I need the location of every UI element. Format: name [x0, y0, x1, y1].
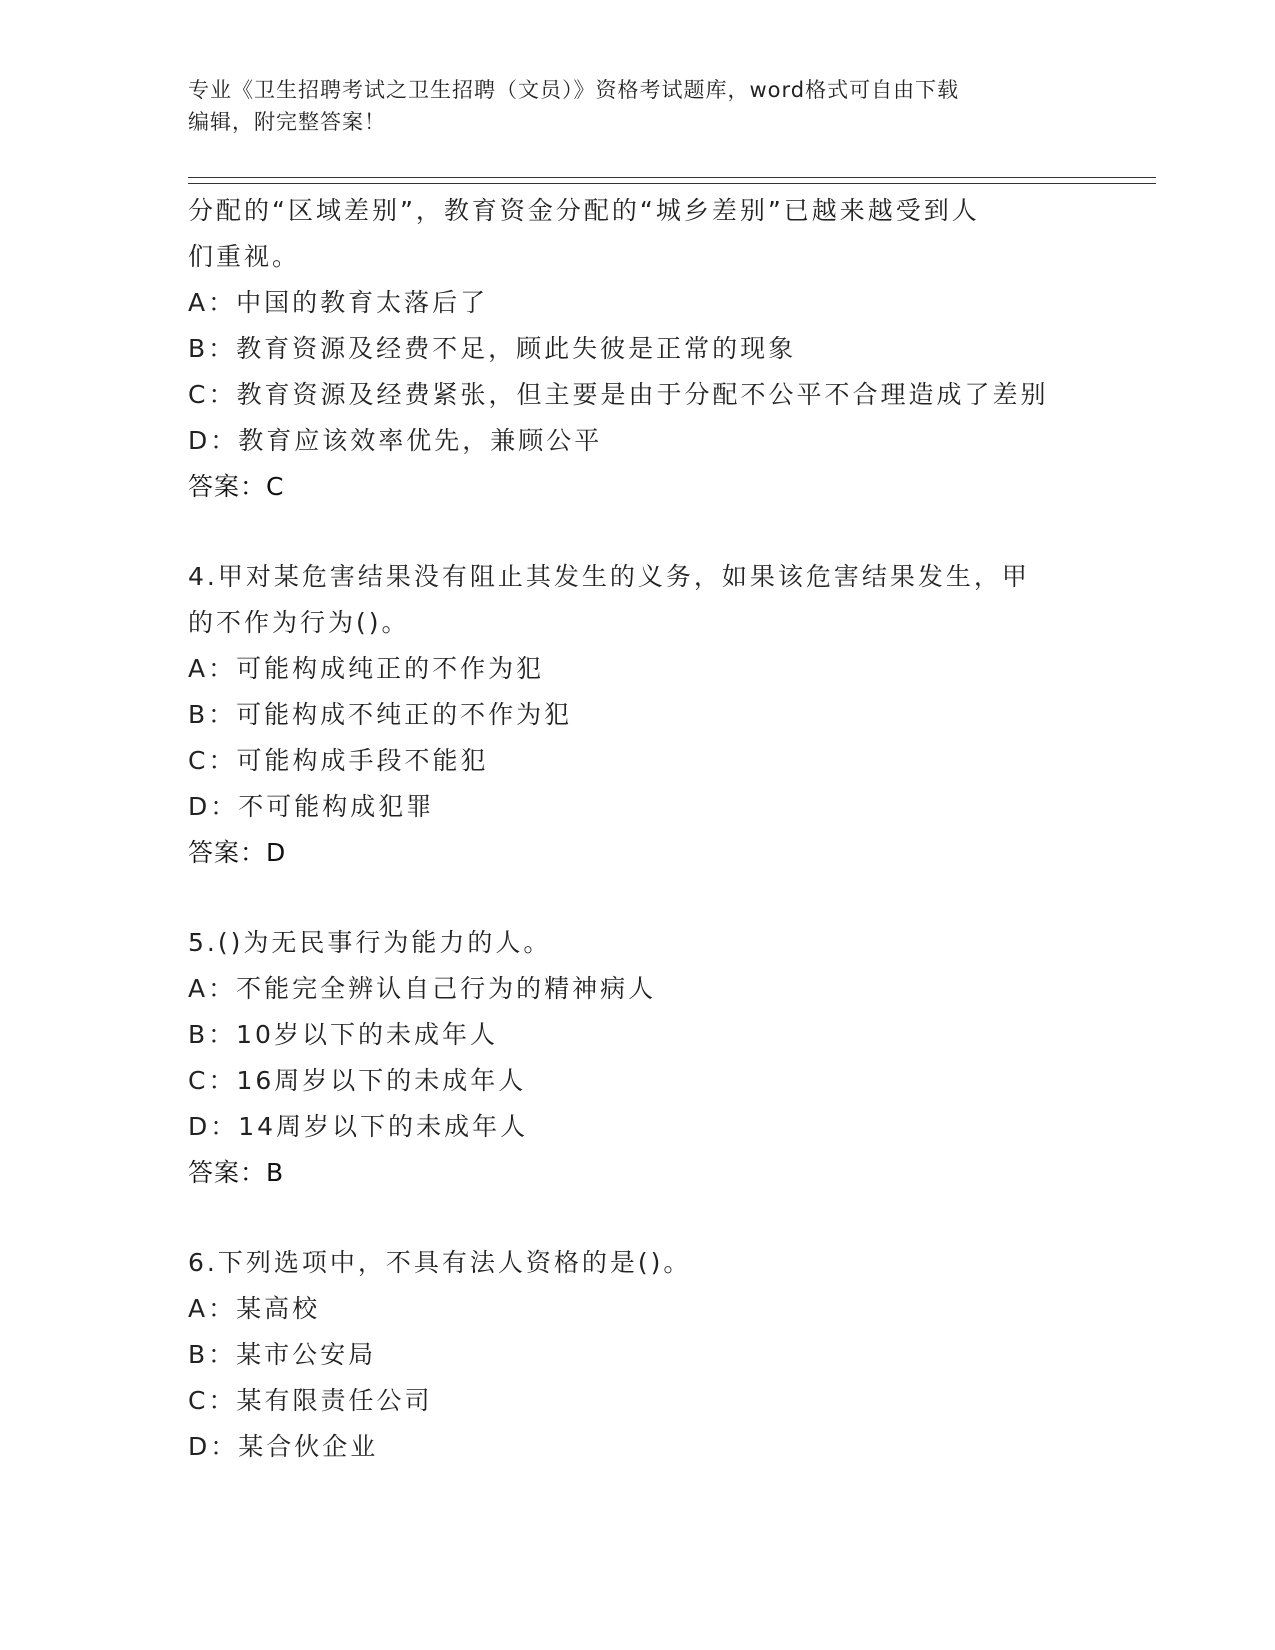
- option-c: C：教育资源及经费紧张，但主要是由于分配不公平不合理造成了差别: [188, 380, 1049, 409]
- question-5: [188, 920, 1088, 1196]
- answer: 答案：D: [188, 838, 287, 867]
- question-stem-line: 6.下列选项中，不具有法人资格的是()。: [188, 1248, 692, 1277]
- option-d: D：某合伙企业: [188, 1432, 379, 1461]
- option-b: B：某市公安局: [188, 1340, 377, 1369]
- question-3: [188, 188, 1088, 510]
- header-line-2: 编辑，附完整答案！: [188, 110, 386, 134]
- header-line-1: 专业《卫生招聘考试之卫生招聘（文员）》资格考试题库，word格式可自由下载: [188, 78, 960, 102]
- option-c: C：16周岁以下的未成年人: [188, 1066, 527, 1095]
- option-d: D：教育应该效率优先，兼顾公平: [188, 426, 603, 455]
- header-divider-top: [188, 177, 1156, 178]
- question-stem-line: 分配的“区域差别”，教育资金分配的“城乡差别”已越来越受到人: [188, 196, 980, 225]
- option-b: B：10岁以下的未成年人: [188, 1020, 498, 1049]
- question-stem-line: 们重视。: [188, 242, 301, 271]
- question-list: [188, 188, 1088, 1470]
- option-a: A：可能构成纯正的不作为犯: [188, 654, 545, 683]
- answer: 答案：B: [188, 1158, 285, 1187]
- question-stem-line: 5.()为无民事行为能力的人。: [188, 928, 552, 957]
- option-a: A：某高校: [188, 1294, 321, 1323]
- option-b: B：教育资源及经费不足，顾此失彼是正常的现象: [188, 334, 797, 363]
- option-a: A：中国的教育太落后了: [188, 288, 489, 317]
- question-4: [188, 554, 1088, 876]
- option-b: B：可能构成不纯正的不作为犯: [188, 700, 573, 729]
- option-c: C：可能构成手段不能犯: [188, 746, 489, 775]
- document-header: [188, 74, 1088, 138]
- question-6: [188, 1240, 1088, 1470]
- question-stem-line: 的不作为行为()。: [188, 608, 410, 637]
- option-a: A：不能完全辨认自己行为的精神病人: [188, 974, 657, 1003]
- option-c: C：某有限责任公司: [188, 1386, 433, 1415]
- option-d: D：不可能构成犯罪: [188, 792, 435, 821]
- option-d: D：14周岁以下的未成年人: [188, 1112, 529, 1141]
- question-stem-line: 4.甲对某危害结果没有阻止其发生的义务，如果该危害结果发生，甲: [188, 562, 1030, 591]
- header-divider-bottom: [188, 183, 1156, 184]
- answer: 答案：C: [188, 472, 285, 501]
